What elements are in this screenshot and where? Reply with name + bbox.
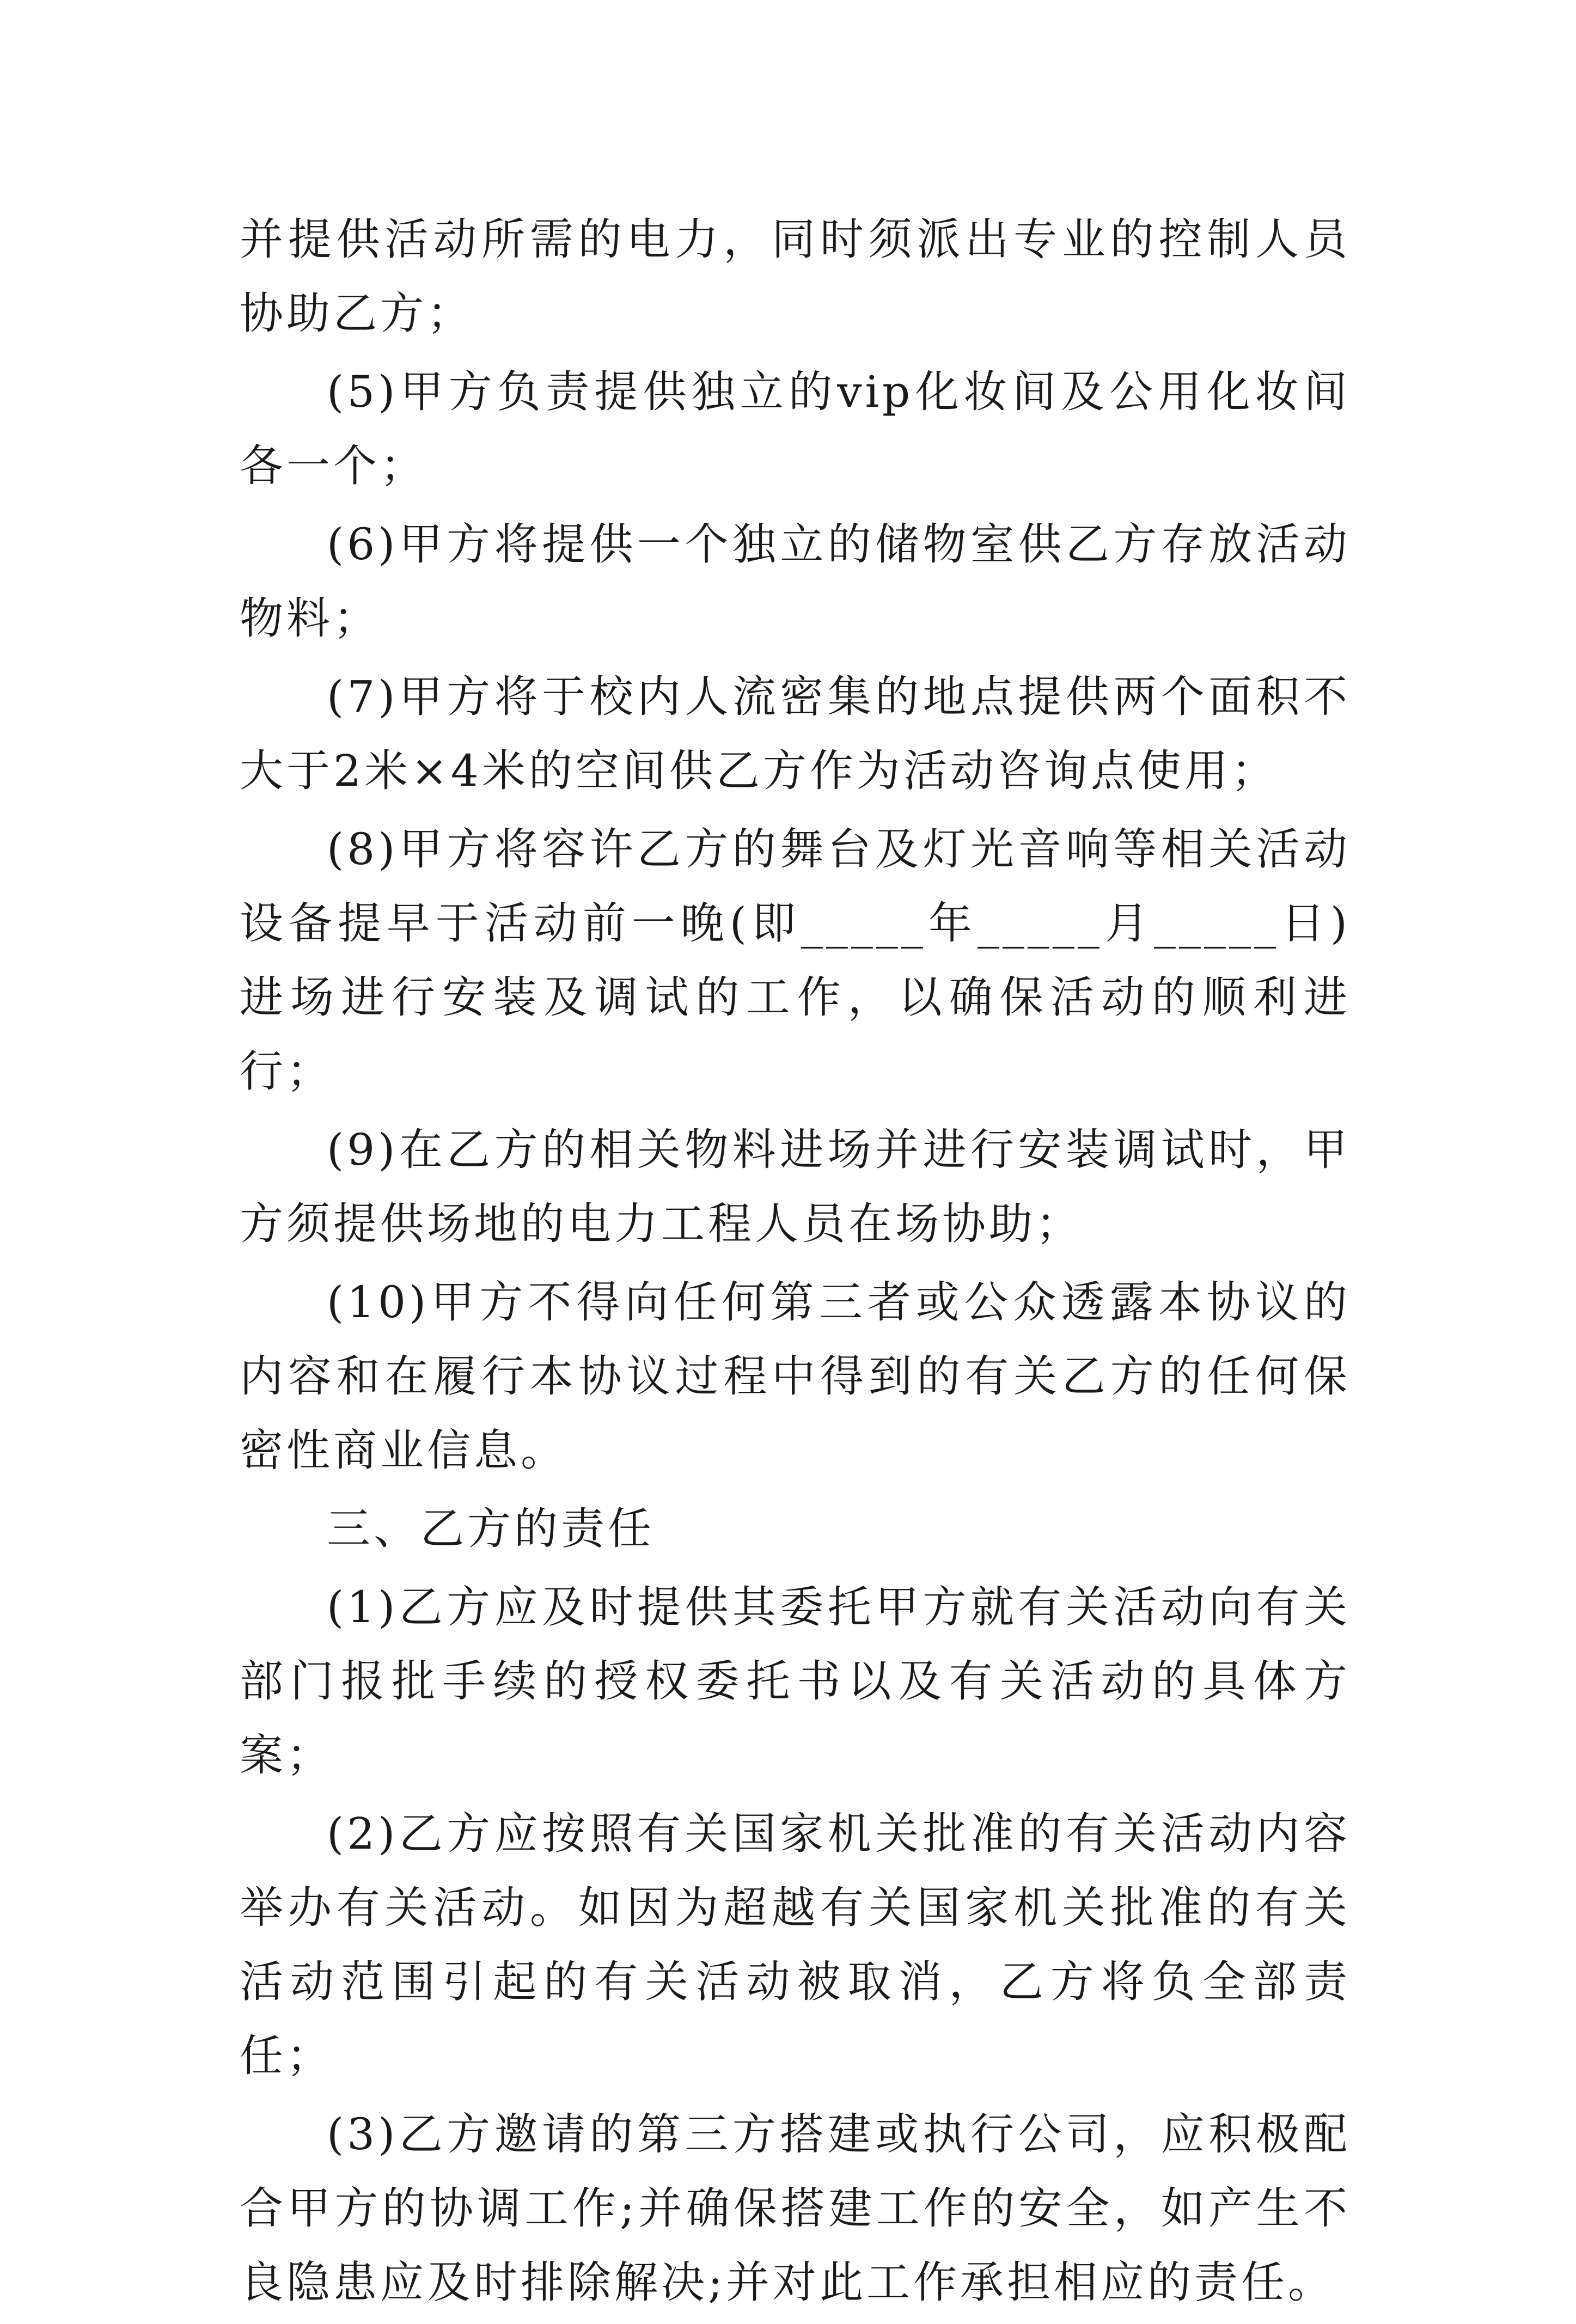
section-paragraph-1: (1)乙方应及时提供其委托甲方就有关活动向有关部门报批手续的授权委托书以及有关活动的具体方案；	[240, 1582, 1351, 1781]
paragraph-item-5: (5)甲方负责提供独立的vip化妆间及公用化妆间各一个；	[240, 366, 1351, 491]
paragraph-item-8: (8)甲方将容许乙方的舞台及灯光音响等相关活动设备提早于活动前一晚(即_____年_____月_____日)进场进行安装及调试的工作，以确保活动的顺利进行；	[240, 824, 1351, 1097]
paragraph-item-7: (7)甲方将于校内人流密集的地点提供两个面积不大于2米×4米的空间供乙方作为活动咨询点使用；	[240, 671, 1351, 796]
paragraph-continuation: 并提供活动所需的电力，同时须派出专业的控制人员协助乙方；	[240, 214, 1351, 339]
paragraph-item-9: (9)在乙方的相关物料进场并进行安装调试时，甲方须提供场地的电力工程人员在场协助；	[240, 1124, 1351, 1249]
document-body	[240, 203, 1351, 2324]
section-heading: 三、乙方的责任	[327, 1503, 655, 1554]
section-paragraph-2: (2)乙方应按照有关国家机关批准的有关活动内容举办有关活动。如因为超越有关国家机关批准的有关活动范围引起的有关活动被取消，乙方将负全部责任；	[240, 1808, 1351, 2081]
paragraph-item-10: (10)甲方不得向任何第三者或公众透露本协议的内容和在履行本协议过程中得到的有关乙方的任何保密性商业信息。	[240, 1277, 1351, 1476]
paragraph-item-6: (6)甲方将提供一个独立的储物室供乙方存放活动物料；	[240, 519, 1351, 644]
section-paragraph-3: (3)乙方邀请的第三方搭建或执行公司，应积极配合甲方的协调工作;并确保搭建工作的安全，如产生不良隐患应及时排除解决;并对此工作承担相应的责任。	[240, 2109, 1351, 2308]
